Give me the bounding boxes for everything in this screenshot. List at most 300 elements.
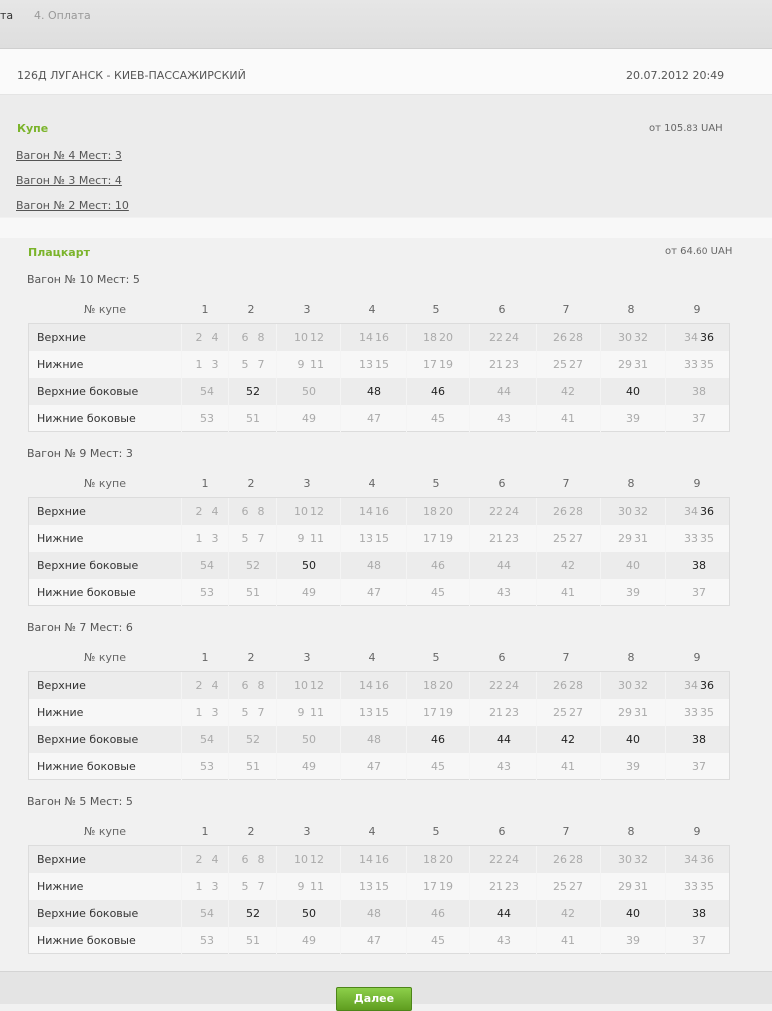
compartment-number: 2	[247, 651, 255, 664]
seat-taken: 45	[431, 934, 445, 947]
compartment-number: 8	[627, 825, 635, 838]
seat-taken: 46	[431, 559, 445, 572]
compartment-number: 5	[432, 825, 440, 838]
seat-taken: 49	[302, 934, 316, 947]
compartment-cell	[600, 405, 666, 432]
seat-taken: 35	[700, 358, 714, 371]
seat-taken: 24	[505, 505, 519, 518]
compartment-number: 2	[247, 477, 255, 490]
seat-taken: 23	[505, 358, 519, 371]
seat-map-table	[28, 845, 730, 954]
compartment-cell	[276, 699, 341, 726]
compartment-number: 6	[498, 477, 506, 490]
compartment-cell	[665, 351, 730, 378]
seat-taken: 18	[423, 853, 437, 866]
seat-taken: 5	[241, 706, 249, 719]
kupe-price	[649, 123, 723, 134]
seat-taken: 10	[294, 331, 308, 344]
seat-taken: 15	[375, 532, 389, 545]
seat-taken: 7	[257, 880, 265, 893]
seat-taken: 46	[431, 907, 445, 920]
seat-row	[29, 525, 729, 552]
seat-taken: 18	[423, 331, 437, 344]
seat-available[interactable]: 36	[700, 505, 714, 518]
compartment-cell	[276, 552, 341, 579]
seat-taken: 31	[634, 706, 648, 719]
compartment-cell	[665, 699, 730, 726]
seat-taken: 51	[246, 412, 260, 425]
compartment-cell	[406, 378, 470, 405]
compartment-cell	[536, 498, 601, 525]
seat-taken: 4	[211, 679, 219, 692]
seat-taken: 6	[241, 679, 249, 692]
seat-taken: 28	[569, 505, 583, 518]
seat-available[interactable]: 48	[367, 385, 381, 398]
compartment-cell	[181, 699, 229, 726]
kupe-price-currency: UAH	[697, 123, 723, 134]
seat-taken: 48	[367, 733, 381, 746]
compartment-number: 6	[498, 651, 506, 664]
compartment-cell	[340, 699, 407, 726]
compartment-cell	[276, 405, 341, 432]
seat-taken: 36	[700, 853, 714, 866]
compartment-cell	[536, 726, 601, 753]
seat-taken: 24	[505, 679, 519, 692]
compartment-cell	[181, 405, 229, 432]
compartment-header-label: № купе	[83, 477, 127, 490]
seat-available[interactable]: 42	[561, 733, 575, 746]
compartment-cell	[665, 900, 730, 927]
compartment-cell	[181, 672, 229, 699]
seat-taken: 32	[634, 505, 648, 518]
compartment-cell	[665, 579, 730, 606]
seat-taken: 25	[553, 358, 567, 371]
seat-taken: 21	[489, 706, 503, 719]
seat-available[interactable]: 44	[497, 733, 511, 746]
platzkart-price-prefix: от	[665, 246, 681, 257]
compartment-cell	[536, 351, 601, 378]
seat-taken: 48	[367, 559, 381, 572]
compartment-cell	[406, 672, 470, 699]
compartment-cell	[340, 498, 407, 525]
seat-taken: 26	[553, 679, 567, 692]
wagon-title: Вагон № 5 Мест: 5	[27, 795, 133, 808]
seat-taken: 13	[359, 532, 373, 545]
step-3-label[interactable]: та	[0, 9, 14, 22]
compartment-number: 9	[693, 825, 701, 838]
compartment-number: 7	[562, 825, 570, 838]
seat-taken: 28	[569, 679, 583, 692]
seat-available[interactable]: 36	[700, 331, 714, 344]
seat-taken: 8	[257, 505, 265, 518]
compartment-cell	[536, 900, 601, 927]
seat-row-label: Верхние	[37, 505, 86, 518]
seat-taken: 27	[569, 532, 583, 545]
seat-taken: 1	[195, 532, 203, 545]
seat-row-label: Верхние	[37, 331, 86, 344]
compartment-cell	[536, 699, 601, 726]
seat-taken: 39	[626, 586, 640, 599]
compartment-cell	[665, 927, 730, 954]
compartment-cell	[228, 927, 277, 954]
seat-taken: 53	[200, 586, 214, 599]
compartment-cell	[406, 525, 470, 552]
compartment-cell	[406, 552, 470, 579]
platzkart-price-currency: UAH	[707, 246, 733, 257]
seat-available[interactable]: 36	[700, 679, 714, 692]
compartment-number: 2	[247, 825, 255, 838]
seat-taken: 33	[684, 706, 698, 719]
seat-row-label: Нижние	[37, 358, 84, 371]
compartment-cell	[340, 726, 407, 753]
seat-taken: 49	[302, 586, 316, 599]
seat-available[interactable]: 44	[497, 907, 511, 920]
seat-taken: 18	[423, 679, 437, 692]
step-4-label[interactable]: 4. Оплата	[34, 9, 91, 22]
seat-taken: 8	[257, 331, 265, 344]
seat-taken: 3	[211, 532, 219, 545]
seat-taken: 9	[297, 358, 305, 371]
seat-taken: 30	[618, 853, 632, 866]
compartment-header-row	[28, 471, 730, 497]
kupe-wagon-link[interactable]: Вагон № 3 Мест: 4	[16, 174, 122, 187]
compartment-cell	[600, 498, 666, 525]
seat-taken: 26	[553, 505, 567, 518]
compartment-cell	[665, 873, 730, 900]
compartment-cell	[228, 579, 277, 606]
seat-taken: 28	[569, 331, 583, 344]
seat-available[interactable]: 46	[431, 385, 445, 398]
seat-taken: 4	[211, 853, 219, 866]
compartment-cell	[340, 351, 407, 378]
seat-taken: 47	[367, 760, 381, 773]
seat-taken: 12	[310, 331, 324, 344]
seat-taken: 7	[257, 532, 265, 545]
seat-taken: 12	[310, 679, 324, 692]
seat-taken: 33	[684, 880, 698, 893]
compartment-header-row	[28, 297, 730, 323]
compartment-cell	[406, 699, 470, 726]
seat-taken: 27	[569, 358, 583, 371]
compartment-cell	[536, 579, 601, 606]
seat-row	[29, 927, 729, 954]
seat-taken: 13	[359, 706, 373, 719]
seat-taken: 41	[561, 760, 575, 773]
seat-taken: 17	[423, 532, 437, 545]
compartment-cell	[340, 378, 407, 405]
seat-row	[29, 351, 729, 378]
seat-taken: 17	[423, 706, 437, 719]
seat-taken: 21	[489, 358, 503, 371]
seat-taken: 11	[310, 706, 324, 719]
compartment-cell	[228, 699, 277, 726]
compartment-cell	[228, 753, 277, 780]
compartment-cell	[536, 405, 601, 432]
compartment-number: 9	[693, 477, 701, 490]
compartment-cell	[181, 525, 229, 552]
kupe-price-frac: 83	[686, 124, 698, 134]
seat-taken: 11	[310, 880, 324, 893]
seat-taken: 14	[359, 505, 373, 518]
compartment-cell	[181, 324, 229, 351]
seat-taken: 22	[489, 853, 503, 866]
compartment-cell	[469, 699, 537, 726]
compartment-cell	[536, 378, 601, 405]
seat-taken: 1	[195, 358, 203, 371]
compartment-cell	[276, 579, 341, 606]
seat-taken: 21	[489, 880, 503, 893]
seat-taken: 50	[302, 733, 316, 746]
seat-taken: 16	[375, 679, 389, 692]
seat-taken: 29	[618, 532, 632, 545]
seat-row-label: Верхние боковые	[37, 907, 139, 920]
compartment-cell	[600, 699, 666, 726]
next-button[interactable]: Далее	[336, 987, 412, 1011]
compartment-number: 3	[303, 651, 311, 664]
seat-taken: 53	[200, 760, 214, 773]
compartment-cell	[600, 351, 666, 378]
seat-taken: 23	[505, 532, 519, 545]
seat-taken: 47	[367, 586, 381, 599]
compartment-cell	[228, 900, 277, 927]
seat-taken: 2	[195, 853, 203, 866]
compartment-cell	[536, 873, 601, 900]
seat-taken: 19	[439, 358, 453, 371]
seat-row	[29, 900, 729, 927]
seat-taken: 5	[241, 880, 249, 893]
seat-taken: 16	[375, 331, 389, 344]
seat-taken: 50	[302, 385, 316, 398]
compartment-cell	[469, 378, 537, 405]
seat-row	[29, 699, 729, 726]
compartment-cell	[600, 753, 666, 780]
seat-row-label: Верхние	[37, 679, 86, 692]
compartment-cell	[228, 405, 277, 432]
compartment-cell	[406, 579, 470, 606]
compartment-cell	[406, 873, 470, 900]
compartment-cell	[469, 525, 537, 552]
seat-taken: 53	[200, 934, 214, 947]
seat-taken: 20	[439, 853, 453, 866]
compartment-number: 5	[432, 651, 440, 664]
seat-taken: 43	[497, 934, 511, 947]
compartment-cell	[406, 900, 470, 927]
compartment-cell	[181, 351, 229, 378]
seat-taken: 27	[569, 880, 583, 893]
seat-taken: 20	[439, 679, 453, 692]
compartment-cell	[406, 726, 470, 753]
compartment-number: 7	[562, 651, 570, 664]
compartment-cell	[340, 552, 407, 579]
compartment-cell	[665, 726, 730, 753]
seat-taken: 26	[553, 331, 567, 344]
seat-row	[29, 579, 729, 606]
compartment-cell	[228, 324, 277, 351]
compartment-number: 8	[627, 303, 635, 316]
seat-available[interactable]: 52	[246, 385, 260, 398]
compartment-number: 4	[368, 477, 376, 490]
compartment-cell	[600, 900, 666, 927]
seat-taken: 14	[359, 679, 373, 692]
seat-taken: 23	[505, 706, 519, 719]
seat-taken: 19	[439, 532, 453, 545]
seat-taken: 30	[618, 331, 632, 344]
seat-taken: 9	[297, 880, 305, 893]
compartment-cell	[665, 672, 730, 699]
seat-taken: 34	[684, 853, 698, 866]
seat-taken: 41	[561, 586, 575, 599]
seat-taken: 21	[489, 532, 503, 545]
seat-available[interactable]: 38	[692, 907, 706, 920]
seat-taken: 43	[497, 760, 511, 773]
seat-taken: 14	[359, 853, 373, 866]
seat-taken: 52	[246, 733, 260, 746]
compartment-cell	[340, 579, 407, 606]
steps-bar	[0, 0, 772, 49]
compartment-number: 3	[303, 825, 311, 838]
seat-taken: 11	[310, 358, 324, 371]
seat-taken: 43	[497, 586, 511, 599]
seat-taken: 6	[241, 331, 249, 344]
seat-taken: 15	[375, 880, 389, 893]
seat-available[interactable]: 50	[302, 559, 316, 572]
seat-row	[29, 405, 729, 432]
compartment-cell	[665, 324, 730, 351]
seat-row	[29, 378, 729, 405]
seat-taken: 3	[211, 706, 219, 719]
compartment-number: 9	[693, 303, 701, 316]
seat-taken: 18	[423, 505, 437, 518]
compartment-cell	[469, 900, 537, 927]
compartment-cell	[181, 726, 229, 753]
seat-taken: 24	[505, 853, 519, 866]
compartment-cell	[536, 672, 601, 699]
compartment-cell	[469, 351, 537, 378]
seat-taken: 31	[634, 532, 648, 545]
compartment-cell	[469, 405, 537, 432]
seat-taken: 52	[246, 559, 260, 572]
seat-row	[29, 726, 729, 753]
seat-row-label: Верхние боковые	[37, 733, 139, 746]
compartment-cell	[469, 846, 537, 873]
platzkart-price-int: 64.	[680, 246, 697, 257]
seat-taken: 13	[359, 880, 373, 893]
seat-taken: 45	[431, 586, 445, 599]
compartment-number: 7	[562, 303, 570, 316]
kupe-wagon-link[interactable]: Вагон № 4 Мест: 3	[16, 149, 122, 162]
seat-taken: 15	[375, 706, 389, 719]
compartment-cell	[600, 672, 666, 699]
seat-row-label: Нижние	[37, 532, 84, 545]
train-route: 126Д ЛУГАНСК - КИЕВ-ПАССАЖИРСКИЙ	[17, 69, 246, 82]
seat-row	[29, 873, 729, 900]
seat-taken: 8	[257, 679, 265, 692]
seat-taken: 41	[561, 934, 575, 947]
compartment-cell	[469, 726, 537, 753]
seat-taken: 39	[626, 760, 640, 773]
seat-map-table	[28, 323, 730, 432]
compartment-cell	[665, 498, 730, 525]
seat-taken: 44	[497, 385, 511, 398]
compartment-cell	[181, 846, 229, 873]
compartment-cell	[340, 873, 407, 900]
compartment-cell	[181, 873, 229, 900]
compartment-cell	[536, 324, 601, 351]
seat-available[interactable]: 46	[431, 733, 445, 746]
compartment-cell	[276, 672, 341, 699]
compartment-number: 8	[627, 477, 635, 490]
seat-available[interactable]: 38	[692, 733, 706, 746]
compartment-cell	[228, 726, 277, 753]
kupe-wagon-link[interactable]: Вагон № 2 Мест: 10	[16, 199, 129, 212]
compartment-cell	[600, 378, 666, 405]
compartment-number: 5	[432, 477, 440, 490]
seat-row	[29, 552, 729, 579]
seat-map-table	[28, 671, 730, 780]
seat-row-label: Нижние боковые	[37, 760, 136, 773]
compartment-number: 3	[303, 477, 311, 490]
train-info-bar	[0, 49, 772, 95]
seat-available[interactable]: 40	[626, 385, 640, 398]
compartment-cell	[276, 351, 341, 378]
compartment-cell	[469, 498, 537, 525]
seat-taken: 7	[257, 706, 265, 719]
wagon-title: Вагон № 9 Мест: 3	[27, 447, 133, 460]
kupe-price-int: 105.	[664, 123, 687, 134]
seat-taken: 42	[561, 907, 575, 920]
section-divider	[0, 218, 772, 238]
compartment-cell	[340, 525, 407, 552]
seat-taken: 1	[195, 880, 203, 893]
seat-taken: 32	[634, 679, 648, 692]
compartment-cell	[276, 846, 341, 873]
seat-taken: 47	[367, 412, 381, 425]
compartment-header-label: № купе	[83, 303, 127, 316]
compartment-cell	[600, 324, 666, 351]
compartment-cell	[276, 927, 341, 954]
compartment-cell	[469, 672, 537, 699]
seat-available[interactable]: 40	[626, 907, 640, 920]
compartment-number: 3	[303, 303, 311, 316]
compartment-cell	[276, 753, 341, 780]
seat-taken: 38	[692, 385, 706, 398]
seat-available[interactable]: 52	[246, 907, 260, 920]
seat-taken: 30	[618, 679, 632, 692]
seat-taken: 4	[211, 331, 219, 344]
compartment-cell	[536, 927, 601, 954]
compartment-header-row	[28, 819, 730, 845]
seat-taken: 31	[634, 358, 648, 371]
seat-taken: 12	[310, 853, 324, 866]
compartment-cell	[181, 378, 229, 405]
seat-available[interactable]: 38	[692, 559, 706, 572]
seat-taken: 35	[700, 532, 714, 545]
compartment-cell	[228, 846, 277, 873]
compartment-cell	[600, 726, 666, 753]
seat-taken: 37	[692, 586, 706, 599]
seat-available[interactable]: 50	[302, 907, 316, 920]
seat-taken: 23	[505, 880, 519, 893]
seat-taken: 16	[375, 853, 389, 866]
seat-taken: 17	[423, 880, 437, 893]
seat-row	[29, 324, 729, 351]
seat-row-label: Нижние боковые	[37, 412, 136, 425]
compartment-number: 2	[247, 303, 255, 316]
seat-taken: 42	[561, 559, 575, 572]
seat-taken: 5	[241, 358, 249, 371]
seat-available[interactable]: 40	[626, 733, 640, 746]
compartment-cell	[276, 324, 341, 351]
